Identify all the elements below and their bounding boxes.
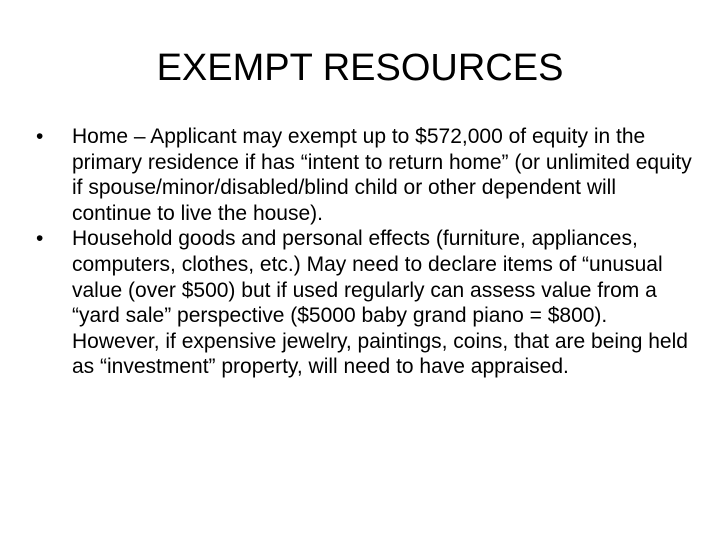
- bullet-list: [36, 124, 696, 380]
- bullet-text: Household goods and personal effects (furniture, appliances, computers, clothes, etc.) May need to declare items of “unusual value (over $500) but if used regularly can assess value from a “yard sale” perspective ($5000 baby grand piano = $800). However, if expensive jewelry, paintings, coins, that are being held as “investment” property, will need to have appraised.: [72, 227, 688, 379]
- slide-title: EXEMPT RESOURCES: [156, 47, 564, 89]
- bullet-icon: •: [36, 125, 44, 148]
- bullet-item-home: [36, 124, 696, 226]
- bullet-text: Home – Applicant may exempt up to $572,000 of equity in the primary residence if has “intent to return home” (or unlimited equity if spouse/minor/disabled/blind child or other dependent will continue to live the house).: [72, 125, 692, 225]
- bullet-item-household-goods: [36, 226, 696, 380]
- bullet-icon: •: [36, 227, 44, 251]
